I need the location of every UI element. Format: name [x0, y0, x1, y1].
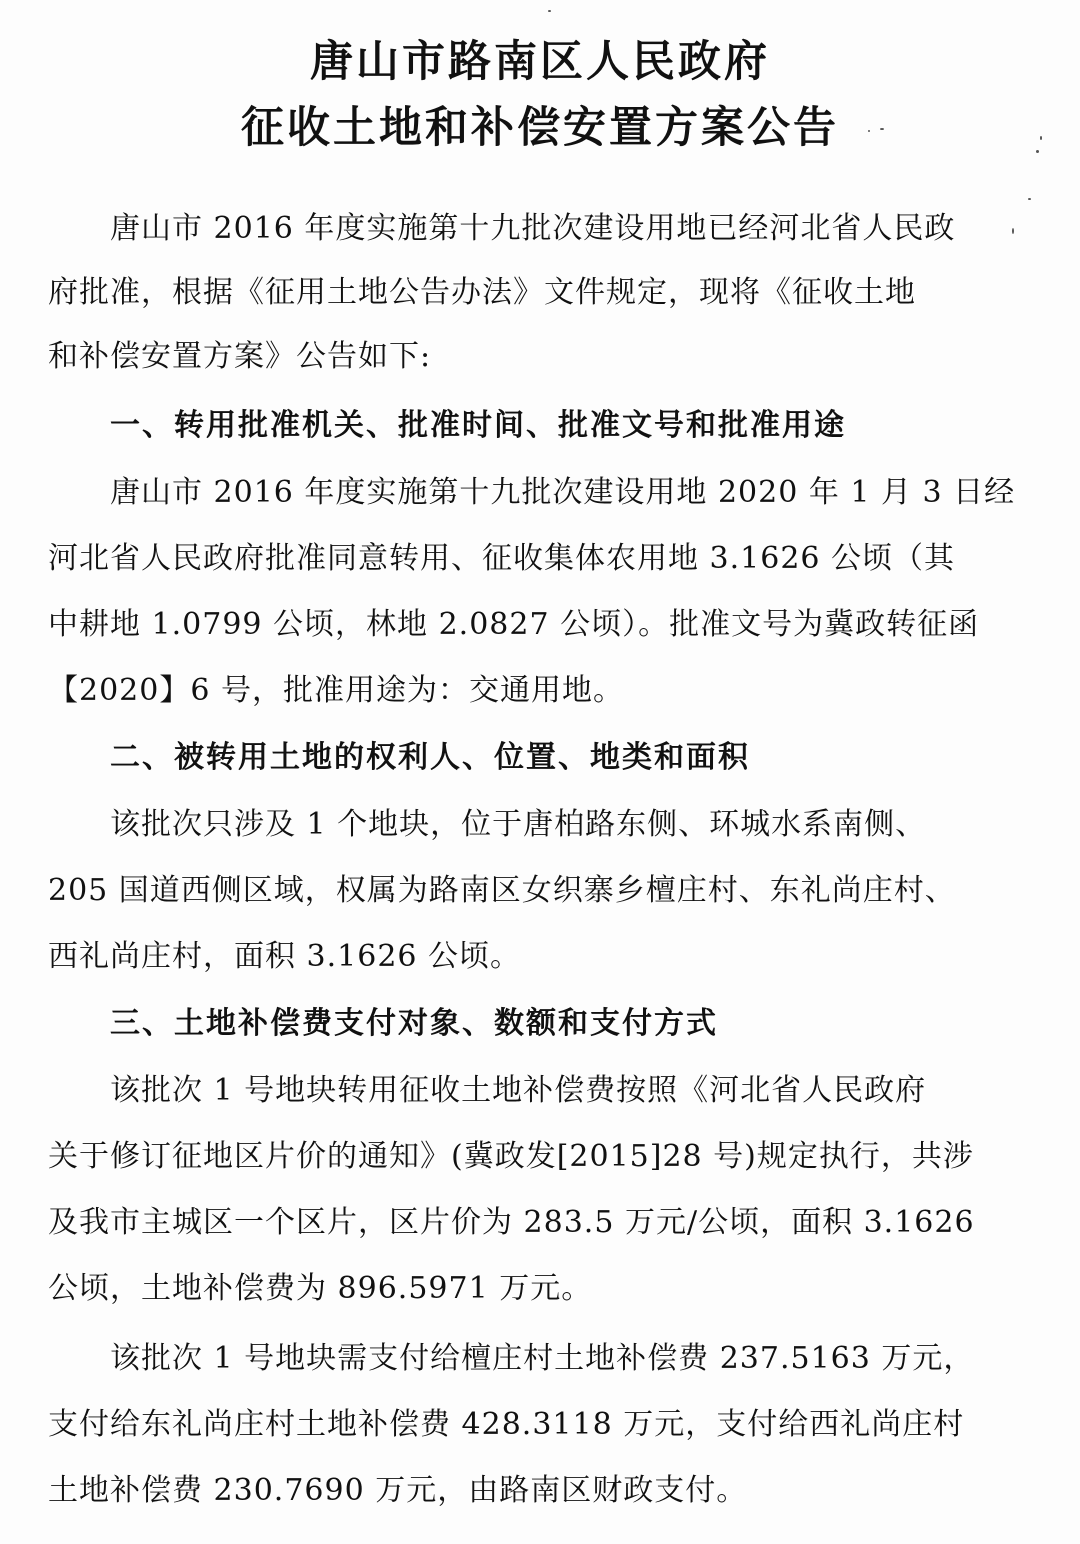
section3-para2-line-1: 该批次 1 号地块需支付给檀庄村土地补偿费 237.5163 万元， [110, 1341, 975, 1376]
document-title-line2: 征收土地和补偿安置方案公告 [241, 103, 839, 153]
intro-line-2: 府批准，根据《征用土地公告办法》文件规定，现将《征收土地 [48, 275, 916, 310]
section3-para1-line-4: 公顷，土地补偿费为 896.5971 万元。 [48, 1271, 593, 1306]
section1-heading: 一、转用批准机关、批准时间、批准文号和批准用途 [110, 408, 846, 443]
section3-para1-line-1: 该批次 1 号地块转用征收土地补偿费按照《河北省人民政府 [110, 1073, 927, 1108]
intro-line-3: 和补偿安置方案》公告如下: [48, 339, 432, 374]
section1-line-4: 【2020】6 号，批准用途为：交通用地。 [48, 673, 624, 708]
scan-speck [1036, 150, 1039, 153]
intro-line-1: 唐山市 2016 年度实施第十九批次建设用地已经河北省人民政 [110, 211, 956, 246]
section3-para1-line-3: 及我市主城区一个区片，区片价为 283.5 万元/公顷，面积 3.1626 [48, 1205, 975, 1240]
document-title-line1: 唐山市路南区人民政府 [310, 37, 770, 87]
scan-speck [880, 128, 884, 130]
scan-speck [548, 10, 551, 12]
scan-speck [1028, 198, 1031, 200]
section1-line-1: 唐山市 2016 年度实施第十九批次建设用地 2020 年 1 月 3 日经 [110, 475, 1016, 510]
scan-speck [868, 130, 870, 132]
section1-line-3: 中耕地 1.0799 公顷，林地 2.0827 公顷）。批准文号为冀政转征函 [48, 607, 980, 642]
section2-heading: 二、被转用土地的权利人、位置、地类和面积 [110, 740, 750, 775]
section3-heading: 三、土地补偿费支付对象、数额和支付方式 [110, 1006, 718, 1041]
section2-line-1: 该批次只涉及 1 个地块，位于唐柏路东侧、环城水系南侧、 [110, 807, 927, 842]
scan-speck [1040, 136, 1042, 140]
section3-para2-line-3: 土地补偿费 230.7690 万元，由路南区财政支付。 [48, 1473, 748, 1508]
section3-para2-line-2: 支付给东礼尚庄村土地补偿费 428.3118 万元，支付给西礼尚庄村 [48, 1407, 965, 1442]
section3-para1-line-2: 关于修订征地区片价的通知》(冀政发[2015]28 号)规定执行，共涉 [48, 1139, 974, 1174]
section1-line-2: 河北省人民政府批准同意转用、征收集体农用地 3.1626 公顷（其 [48, 541, 956, 576]
section2-line-2: 205 国道西侧区域，权属为路南区女织寨乡檀庄村、东礼尚庄村、 [48, 873, 956, 908]
scan-speck [1012, 228, 1014, 234]
section2-line-3: 西礼尚庄村，面积 3.1626 公顷。 [48, 939, 522, 974]
